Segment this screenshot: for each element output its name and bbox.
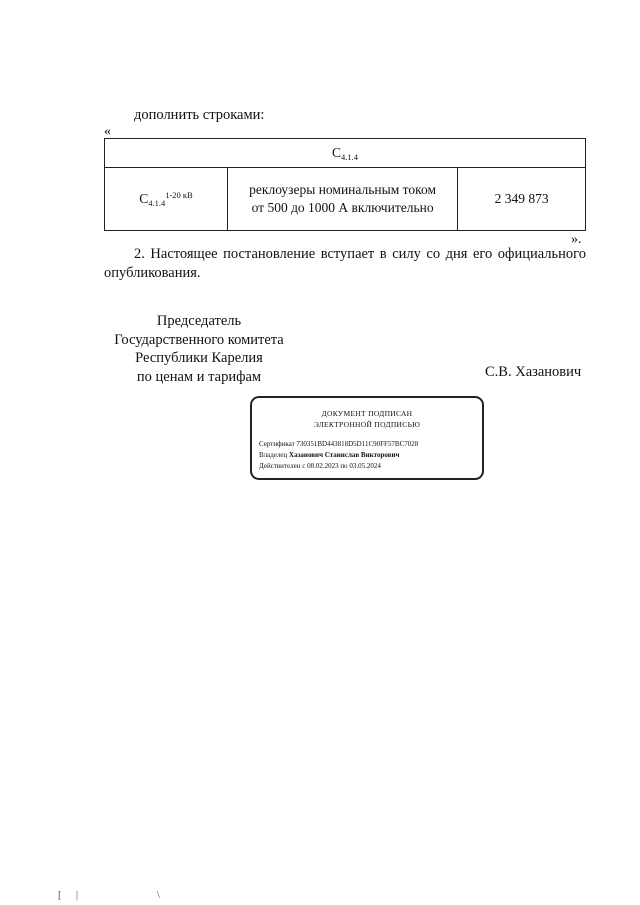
- intro-text: дополнить строками:: [134, 107, 265, 123]
- paragraph-line-2: опубликования.: [104, 265, 201, 281]
- row-code-sub: 4.1.4: [148, 198, 166, 208]
- header-code-base: C: [331, 144, 341, 160]
- signer-title: [104, 312, 294, 386]
- table-row: [105, 168, 586, 231]
- table-header-cell: [105, 139, 586, 168]
- stamp-owner-line: [259, 450, 418, 461]
- paragraph-line-1: 2. Настоящее постановление вступает в силу со дня его официального: [134, 246, 586, 262]
- valid-from: 08.02.2023: [307, 462, 339, 470]
- stamp-line-1: ДОКУМЕНТ ПОДПИСАН: [321, 409, 413, 418]
- paragraph-2: [104, 245, 586, 283]
- signer-name: С.В. Хазанович: [485, 364, 582, 380]
- code-cell: [105, 168, 228, 231]
- signer-title-line: Председатель: [156, 313, 242, 329]
- description-cell: [227, 168, 457, 231]
- stamp-header: [252, 408, 482, 430]
- stamp-info: [259, 439, 418, 472]
- description-line-1: реклоузеры номинальным током: [249, 182, 437, 197]
- scan-mark: [: [58, 890, 62, 901]
- row-code-sup: 1-20 кВ: [165, 190, 193, 200]
- owner-label: Владелец: [259, 451, 288, 459]
- stamp-cert-line: [259, 439, 418, 450]
- quote-close: ».: [571, 232, 582, 247]
- tariff-table: [104, 138, 586, 231]
- value-cell: 2 349 873: [458, 168, 586, 231]
- scan-mark: \: [157, 890, 160, 901]
- signer-title-line: по ценам и тарифам: [136, 368, 262, 385]
- scan-mark: |: [76, 890, 79, 901]
- electronic-signature-stamp: [250, 396, 484, 480]
- valid-to: 03.05.2024: [349, 462, 381, 470]
- cert-label: Сертификат: [259, 440, 295, 448]
- row-code-base: C: [139, 191, 149, 206]
- valid-label: Действителен с: [259, 462, 306, 470]
- owner-value: Хазанович Станислав Викторович: [289, 451, 400, 459]
- header-code-sub: 4.1.4: [341, 151, 358, 162]
- stamp-valid-line: [259, 461, 418, 472]
- signer-title-line: Государственного комитета: [114, 331, 284, 348]
- stamp-line-2: ЭЛЕКТРОННОЙ ПОДПИСЬЮ: [313, 420, 421, 429]
- cert-value: 730351BD443818D5D11C90FF57BC7028: [296, 440, 419, 448]
- valid-to-label: по: [340, 462, 348, 470]
- signer-title-line: Республики Карелия: [135, 350, 263, 366]
- quote-open: «: [104, 124, 111, 139]
- description-line-2: от 500 до 1000 А включительно: [251, 200, 434, 215]
- table-header-row: [105, 139, 586, 168]
